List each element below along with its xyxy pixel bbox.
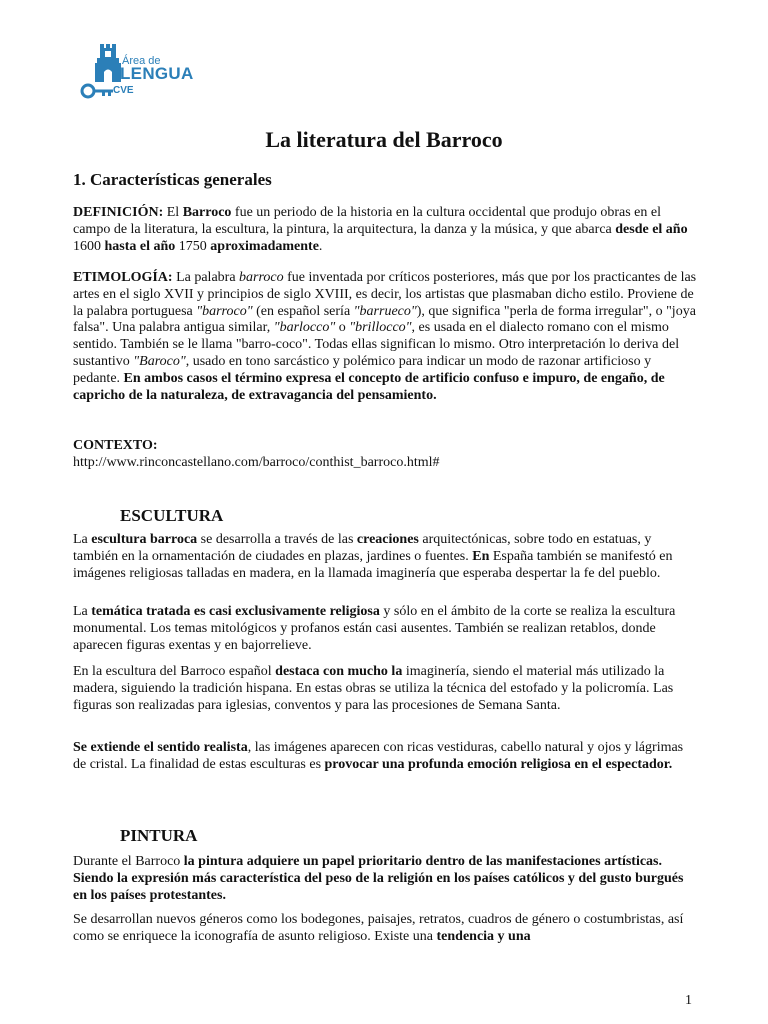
contexto-paragraph xyxy=(73,438,698,472)
text-run: ), que significa "perla de forma irregular", o "joya falsa". Una palabra antigua similar, xyxy=(73,303,696,336)
definicion-paragraph xyxy=(73,205,698,255)
text-run: 1750 xyxy=(175,238,211,254)
bold-run: provocar una profunda emoción religiosa en el espectador. xyxy=(324,756,673,772)
bold-run: desde el año xyxy=(615,221,688,237)
bold-run: En xyxy=(472,548,490,564)
definicion-label: DEFINICIÓN: xyxy=(73,205,164,220)
italic-run: "barrueco" xyxy=(353,303,417,319)
etimologia-label: ETIMOLOGÍA: xyxy=(73,270,173,285)
contexto-link[interactable]: http://www.rinconcastellano.com/barroco/conthist_barroco.html# xyxy=(73,454,440,470)
escultura-paragraph-1 xyxy=(73,532,698,582)
text-run: La palabra xyxy=(172,270,240,285)
pintura-paragraph-1 xyxy=(73,854,698,904)
contexto-label: CONTEXTO: xyxy=(73,438,158,453)
text-run: Se desarrollan nuevos géneros como los bodegones, paisajes, retratos, cuadros de género o costumbristas, así como se enriquece la iconografía de asunto religioso. Existe una xyxy=(73,912,684,944)
text-run: . xyxy=(318,238,323,254)
text-run: La xyxy=(73,532,92,547)
bold-run: hasta el año xyxy=(104,238,176,254)
bold-run: temática tratada es casi exclusivamente religiosa xyxy=(91,604,380,619)
bold-run: Barroco xyxy=(182,205,232,220)
text-run: fue inventada por críticos posteriores, más que por los practicantes de las artes en el siglo XVII y principios de siglo XVIII, es decir, los artistas que plasmaban dicho estilo. Proviene de la palabra portuguesa xyxy=(73,270,697,319)
bold-run: la pintura adquiere un papel prioritario dentro de las manifestaciones artísticas. Siendo la expresión más característica del peso de la religión en los países católicos y del gusto burgués en los países protestantes. xyxy=(73,854,684,903)
italic-run: "Baroco" xyxy=(133,353,186,369)
text-run: (en español sería xyxy=(252,303,354,319)
text-run: España también se manifestó en imágenes religiosas talladas en madera, en la llamada imaginería que esperaba despertar la fe del pueblo. xyxy=(73,548,673,581)
text-run: La xyxy=(73,604,92,619)
text-run: 1600 xyxy=(73,238,105,254)
text-run: , usado en tono sarcástico y polémico para indicar un modo de razonar artificioso y pedante. xyxy=(73,353,652,386)
logo-cve: CVE xyxy=(113,85,134,96)
text-run: En la escultura del Barroco español xyxy=(73,664,276,679)
pintura-paragraph-2 xyxy=(73,912,698,946)
document-title: La literatura del Barroco xyxy=(265,127,503,152)
bold-run: escultura barroca xyxy=(91,532,198,547)
text-run: fue un periodo de la historia en la cultura occidental que produjo obras en el campo de la literatura, la escultura, la pintura, la arquitectura, la danza y la música, y que abarca xyxy=(73,205,661,237)
italic-run: "barroco" xyxy=(196,303,253,319)
text-run: El xyxy=(163,205,183,220)
text-run: imaginería, siendo el material más utilizado la madera, siguiendo la tradición hispana. En estas obras se utiliza la técnica del estofado y la policromía. Las figuras son realizadas para iglesias, conventos y para las procesiones de Semana Santa. xyxy=(73,664,674,713)
section-heading: 1. Características generales xyxy=(73,170,272,189)
escultura-heading: ESCULTURA xyxy=(120,506,224,525)
page-number: 1 xyxy=(685,993,692,1008)
italic-run: "barlocco" xyxy=(273,320,336,336)
text-run: Durante el Barroco xyxy=(73,854,184,869)
text-run: arquitectónicas, sobre todo en estatuas, y también en la ornamentación de ciudades en plazas, jardines o fuentes. xyxy=(73,532,652,564)
logo-lengua: LENGUA xyxy=(120,64,194,83)
bold-run: aproximadamente xyxy=(210,238,319,254)
italic-run: barroco xyxy=(239,270,284,285)
escultura-paragraph-2 xyxy=(73,604,698,654)
text-run: se desarrolla a través de las xyxy=(197,532,357,547)
italic-run: "brillocco" xyxy=(349,320,412,336)
bold-run: destaca con mucho la xyxy=(275,664,403,679)
escultura-paragraph-4 xyxy=(73,740,698,774)
pintura-heading: PINTURA xyxy=(120,826,198,845)
bold-run: Se extiende el sentido realista xyxy=(73,740,248,755)
logo-area-de: Área de xyxy=(122,55,161,67)
bold-run: En ambos casos el término expresa el concepto de artificio confuso e impuro, de engaño, de capricho de la naturaleza, de extravagancia del pensamiento. xyxy=(73,370,665,403)
area-de-lengua-logo xyxy=(78,42,194,100)
text-run: y sólo en el ámbito de la corte se realiza la escultura monumental. Los temas mitológicos y profanos están casi ausentes. También se realizan retablos, donde aparecen figuras exentas y en bajorrelieve. xyxy=(73,604,676,653)
text-run: , las imágenes aparecen con ricas vestiduras, cabello natural y ojos y lágrimas de cristal. La finalidad de estas esculturas es xyxy=(73,740,684,772)
etimologia-paragraph xyxy=(73,270,698,404)
bold-run: tendencia y una xyxy=(436,928,531,944)
text-run: o xyxy=(335,320,350,336)
escultura-paragraph-3 xyxy=(73,664,698,714)
text-run: , es usada en el dialecto romano con el mismo sentido. También se le llama "barro-coco". Todas ellas significan lo mismo. Otro interpretación lo deriva del sustantivo xyxy=(73,320,680,369)
bold-run: creaciones xyxy=(356,532,419,547)
